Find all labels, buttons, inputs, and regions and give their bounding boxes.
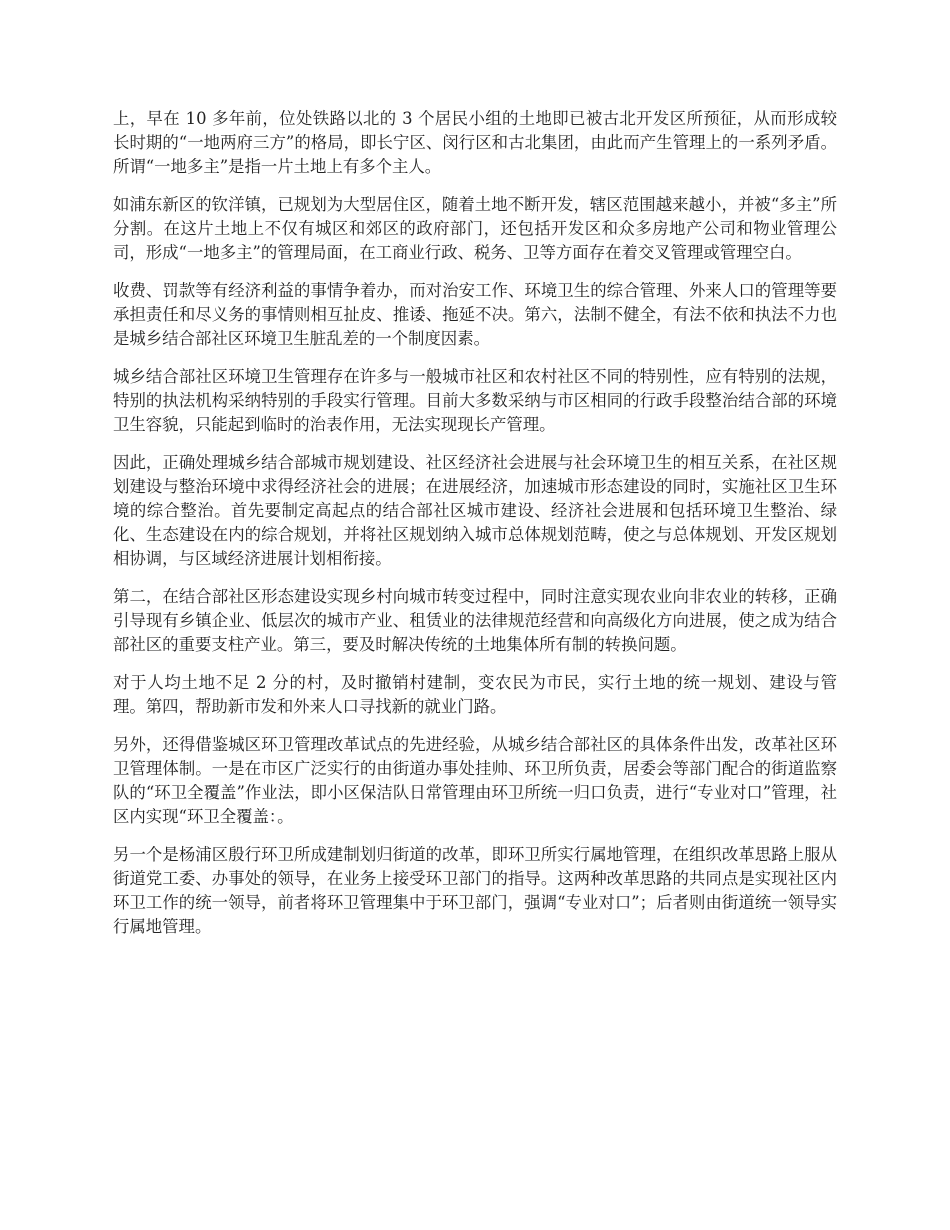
paragraph-8: 另外，还得借鉴城区环卫管理改革试点的先进经验，从城乡结合部社区的具体条件出发，改革社区环卫管理体制。一是在市区广泛实行的由街道办事处挂帅、环卫所负责，居委会等部门配合的街道监察队的“环卫全覆盖”作业法，即小区保洁队日常管理由环卫所统一归口负责，进行“专业对口”管理，社区内实现“环卫全覆盖：。 — [113, 735, 837, 826]
paragraph-4: 城乡结合部社区环境卫生管理存在许多与一般城市社区和农村社区不同的特别性，应有特别的法规，特别的执法机构采纳特别的手段实行管理。目前大多数采纳与市区相同的行政手段整治结合部的环境卫生容貌，只能起到临时的治表作用，无法实现现长产管理。 — [113, 367, 837, 434]
paragraph-7: 对于人均土地不足 2 分的村，及时撤销村建制，变农民为市民，实行土地的统一规划、建设与管理。第四，帮助新市发和外来人口寻找新的就业门路。 — [113, 673, 837, 716]
paragraph-9: 另一个是杨浦区殷行环卫所成建制划归街道的改革，即环卫所实行属地管理，在组织改革思路上服从街道党工委、办事处的领导，在业务上接受环卫部门的指导。这两种改革思路的共同点是实现社区内环卫工作的统一领导，前者将环卫管理集中于环卫部门，强调“专业对口”；后者则由街道统一领导实行属地管理。 — [113, 845, 837, 936]
paragraph-2: 如浦东新区的钦洋镇，已规划为大型居住区，随着土地不断开发，辖区范围越来越小，并被“多主”所分割。在这片土地上不仅有城区和郊区的政府部门，还包括开发区和众多房地产公司和物业管理公司，形成“一地多主”的管理局面，在工商业行政、税务、卫等方面存在着交叉管理或管理空白。 — [113, 195, 837, 262]
paragraph-3: 收费、罚款等有经济利益的事情争着办，而对治安工作、环境卫生的综合管理、外来人口的管理等要承担责任和尽义务的事情则相互扯皮、推诿、拖延不决。第六，法制不健全，有法不依和执法不力也是城乡结合部社区环境卫生脏乱差的一个制度因素。 — [113, 281, 837, 348]
paragraph-5: 因此，正确处理城乡结合部城市规划建设、社区经济社会进展与社会环境卫生的相互关系，在社区规划建设与整治环境中求得经济社会的进展；在进展经济，加速城市形态建设的同时，实施社区卫生环境的综合整治。首先要制定高起点的结合部社区城市建设、经济社会进展和包括环境卫生整治、绿化、生态建设在内的综合规划，并将社区规划纳入城市总体规划范畴，使之与总体规划、开发区规划相协调，与区域经济进展计划相衔接。 — [113, 453, 837, 568]
paragraph-1: 上，早在 10 多年前，位处铁路以北的 3 个居民小组的土地即已被古北开发区所预征，从而形成较长时期的“一地两府三方”的格局，即长宁区、闵行区和古北集团，由此而产生管理上的一系列矛盾。所谓“一地多主”是指一片土地上有多个主人。 — [113, 109, 837, 176]
paragraph-6: 第二，在结合部社区形态建设实现乡村向城市转变过程中，同时注意实现农业向非农业的转移，正确引导现有乡镇企业、低层次的城市产业、租赁业的法律规范经营和向高级化方向进展，使之成为结合部社区的重要支柱产业。第三，要及时解决传统的土地集体所有制的转换问题。 — [113, 587, 837, 654]
